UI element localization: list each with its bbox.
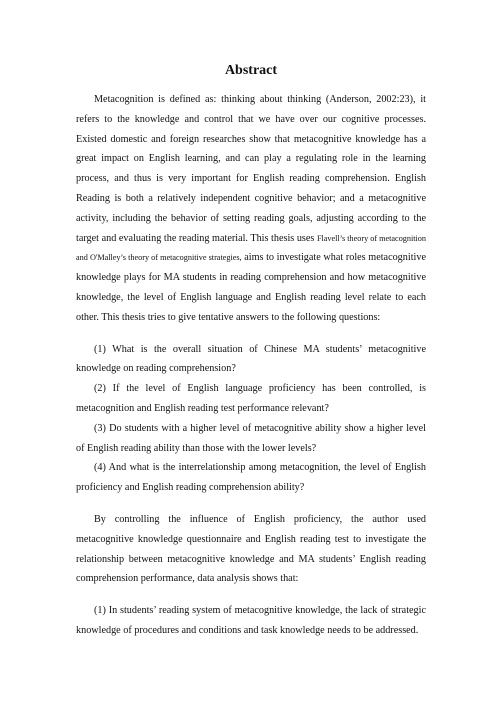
paragraph-1-small-text: Flavell’s theory of metacognition and O'Malley’s theory of metacognitive strategies,: [76, 233, 426, 263]
finding-item: (1) In students’ reading system of metacognitive knowledge, the lack of strategic knowledge of procedures and conditions and task knowledge needs to be addressed.: [76, 605, 426, 636]
question-item: (3) Do students with a higher level of metacognitive ability show a higher level of English reading ability than those with the lower levels?: [76, 422, 426, 454]
paragraph-gap: [76, 589, 426, 601]
paragraph-gap: [76, 498, 426, 510]
question-item: (1) What is the overall situation of Chinese MA students’ metacognitive knowledge on reading comprehension?: [76, 343, 426, 375]
abstract-paragraph-2: By controlling the influence of English proficiency, the author used metacognitive knowledge questionnaire and English reading test to investigate the relationship between metacognitive knowledge and MA students’ English reading comprehension performance, data analysis shows that:: [76, 513, 426, 585]
question-item: (4) And what is the interrelationship among metacognition, the level of English proficiency and English reading comprehension ability?: [76, 462, 426, 494]
paragraph-1-text-start: Metacognition is defined as: thinking about thinking (Anderson, 2002:23), it refers to the knowledge and control that we have over our cognitive processes. Existed domestic and foreign researches show that metacognitive knowledge has a great impact on English learning, and can play a regulating role in the learning process, and thus is very important for English reading comprehension. English Reading is both a relatively independent cognitive behavior; and a metacognitive activity, including the behavior of setting reading goals, adjusting according to the target and evaluating the reading material. This thesis uses: [76, 94, 426, 244]
paragraph-1-text-end: aims to investigate what roles metacognitive knowledge plays for MA students in reading comprehension and how metacognitive knowledge, the level of English language and English reading level relate to each other. This thesis tries to give tentative answers to the following questions:: [76, 252, 426, 323]
paragraph-gap: [76, 328, 426, 340]
abstract-title: Abstract: [224, 63, 278, 78]
abstract-paragraph-1: [76, 90, 426, 328]
question-item: (2) If the level of English language proficiency has been controlled, is metacognition and English reading test performance relevant?: [76, 383, 426, 414]
document-page: [76, 62, 426, 641]
